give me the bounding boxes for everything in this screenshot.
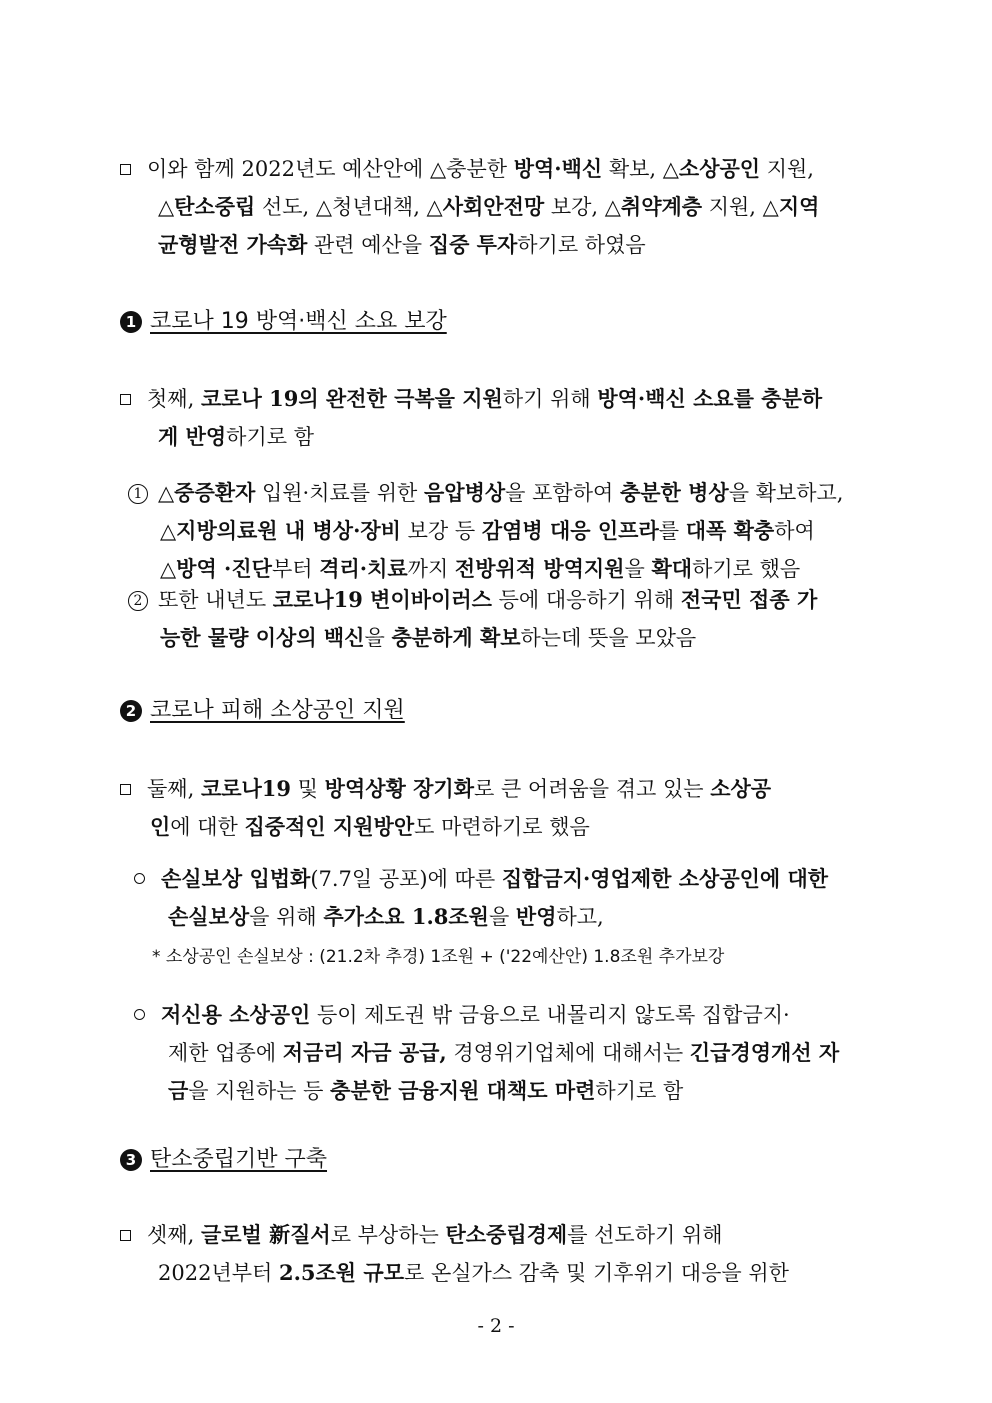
sub-item-1: 1 △중증환자 입원·치료를 위한 음압병상을 포함하여 충분한 병상을 확보하고, △지방의료원 내 병상·장비 보강 등 감염병 대응 인프라를 대폭 확충하여 △방역 ·진단부터 격리·치료까지 전방위적 방역지원을 확대하기로 했음 xyxy=(128,474,872,588)
intro-paragraph: 이와 함께 2022년도 예산안에 △충분한 방역·백신 확보, △소상공인 지원, △탄소중립 선도, △청년대책, △사회안전망 보강, △취약계층 지원, △지역 균형발전 가속화 관련 예산을 집중 투자하기로 하였음 xyxy=(120,150,872,264)
page-number: - 2 - xyxy=(477,1315,515,1337)
footnote: * 소상공인 손실보상 : (21.2차 추경) 1조원 + ('22예산안) 1.8조원 추가보강 xyxy=(152,947,725,967)
section-title: 코로나 19 방역·백신 소요 보강 xyxy=(150,309,447,334)
section-title: 탄소중립기반 구축 xyxy=(150,1147,328,1172)
paragraph-second: 둘째, 코로나19 및 방역상황 장기화로 큰 어려움을 겪고 있는 소상공 인에 대한 집중적인 지원방안도 마련하기로 했음 xyxy=(120,770,872,846)
square-bullet-icon xyxy=(120,1230,131,1241)
paragraph-third: 셋째, 글로벌 新질서로 부상하는 탄소중립경제를 선도하기 위해 2022년부터 2.5조원 규모로 온실가스 감축 및 기후위기 대응을 위한 xyxy=(120,1216,872,1292)
number-2-icon: 2 xyxy=(120,700,142,722)
circle-item-loss-compensation: 손실보상 입법화(7.7일 공포)에 따른 집합금지·영업제한 소상공인에 대한 손실보상을 위해 추가소요 1.8조원을 반영하고, xyxy=(134,860,872,936)
circle-bullet-icon xyxy=(134,873,145,884)
section-heading-1 xyxy=(120,307,447,337)
section-heading-2 xyxy=(120,696,405,726)
circle-bullet-icon xyxy=(134,1009,145,1020)
circle-item-low-credit: 저신용 소상공인 등이 제도권 밖 금융으로 내몰리지 않도록 집합금지· 제한 업종에 저금리 자금 공급, 경영위기업체에 대해서는 긴급경영개선 자 금을 지원하는 등 충분한 금융지원 대책도 마련하기로 함 xyxy=(134,996,872,1110)
number-1-icon: 1 xyxy=(120,311,142,333)
number-3-icon: 3 xyxy=(120,1149,142,1171)
square-bullet-icon xyxy=(120,394,131,405)
circled-number-icon: 2 xyxy=(128,591,148,611)
square-bullet-icon xyxy=(120,784,131,795)
sub-item-2: 2 또한 내년도 코로나19 변이바이러스 등에 대응하기 위해 전국민 접종 가 능한 물량 이상의 백신을 충분하게 확보하는데 뜻을 모았음 xyxy=(128,581,872,657)
paragraph-first: 첫째, 코로나 19의 완전한 극복을 지원하기 위해 방역·백신 소요를 충분하 게 반영하기로 함 xyxy=(120,380,872,456)
circled-number-icon: 1 xyxy=(128,484,148,504)
square-bullet-icon xyxy=(120,164,131,175)
section-title: 코로나 피해 소상공인 지원 xyxy=(150,698,405,723)
section-heading-3 xyxy=(120,1145,327,1175)
